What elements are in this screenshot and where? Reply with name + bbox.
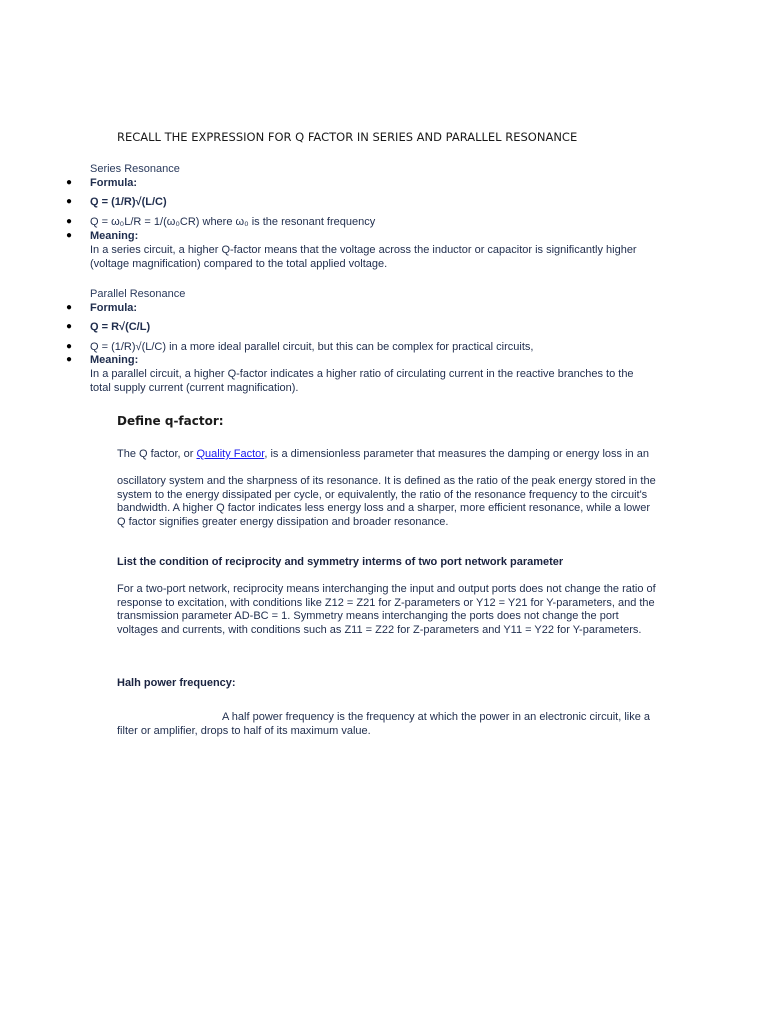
text-line: oscillatory system and the sharpness of its resonance. It is defined as the ratio of the peak energy stored in the	[117, 475, 656, 487]
reciprocity-heading: List the condition of reciprocity and symmetry interms of two port network parameter	[117, 556, 564, 568]
text-line: (voltage magnification) compared to the total applied voltage.	[90, 257, 388, 270]
series-formula-1: Q = (1/R)√(L/C)	[90, 196, 167, 208]
define-intro	[117, 448, 649, 462]
bullet-icon: ●	[66, 177, 73, 188]
text-span: , is a dimensionless parameter that measures the damping or energy loss in an	[264, 448, 649, 460]
define-body	[117, 475, 656, 529]
bullet-icon: ●	[66, 230, 73, 241]
series-meaning-text	[90, 244, 637, 271]
parallel-formula-1: Q = R√(C/L)	[90, 321, 151, 333]
text-line: system to the energy dissipated per cycle, or equivalently, the ratio of the resonance frequency to the circuit's	[117, 488, 648, 501]
bullet-icon: ●	[66, 216, 73, 227]
series-meaning-label: Meaning:	[90, 230, 139, 242]
bullet-icon: ●	[66, 302, 73, 313]
text-line: bandwidth. A higher Q factor indicates less energy loss and a sharper, more efficient resonance, while a lower	[117, 502, 650, 514]
text-line: transmission parameter AD-BC = 1. Symmetry means interchanging the ports does not change the port	[117, 610, 619, 622]
text-line: A half power frequency is the frequency at which the power in an electronic circuit, like a	[222, 711, 651, 723]
parallel-meaning-text	[90, 368, 634, 395]
half-power-heading: Halh power frequency:	[117, 677, 236, 689]
text-line: For a two-port network, reciprocity means interchanging the input and output ports does not change the ratio of	[117, 583, 656, 595]
define-heading: Define q-factor:	[117, 414, 224, 428]
bullet-icon: ●	[66, 341, 73, 352]
half-power-body	[117, 711, 650, 738]
page-title: RECALL THE EXPRESSION FOR Q FACTOR IN SERIES AND PARALLEL RESONANCE	[117, 130, 578, 144]
series-formula-label: Formula:	[90, 177, 138, 189]
parallel-heading: Parallel Resonance	[90, 288, 186, 300]
text-line: In a parallel circuit, a higher Q-factor indicates a higher ratio of circulating current in the reactive branches to the	[90, 368, 634, 380]
series-formula-2: Q = ω₀L/R = 1/(ω₀CR) where ω₀ is the resonant frequency	[90, 216, 376, 228]
series-heading: Series Resonance	[90, 163, 180, 175]
bullet-icon: ●	[66, 196, 73, 207]
text-line: response to excitation, with conditions like Z12 = Z21 for Z-parameters or Y12 = Y21 for Y-parameters, and the	[117, 596, 655, 609]
parallel-meaning-label: Meaning:	[90, 354, 139, 366]
text-line: In a series circuit, a higher Q-factor means that the voltage across the inductor or capacitor is significantly higher	[90, 244, 637, 256]
reciprocity-body	[117, 583, 656, 637]
bullet-icon: ●	[66, 321, 73, 332]
quality-factor-link[interactable]: Quality Factor	[196, 448, 265, 460]
text-line: total supply current (current magnification).	[90, 381, 299, 394]
parallel-formula-label: Formula:	[90, 302, 138, 314]
text-line: Q factor signifies greater energy dissipation and broader resonance.	[117, 515, 449, 528]
bullet-icon: ●	[66, 354, 73, 365]
text-span: The Q factor, or	[117, 448, 197, 460]
text-line: filter or amplifier, drops to half of its maximum value.	[117, 724, 371, 737]
parallel-formula-2: Q = (1/R)√(L/C) in a more ideal parallel circuit, but this can be complex for practical circuits,	[90, 341, 534, 353]
text-line: voltages and currents, with conditions such as Z11 = Z22 for Z-parameters and Y11 = Y22 for Y-parameters.	[117, 623, 642, 636]
